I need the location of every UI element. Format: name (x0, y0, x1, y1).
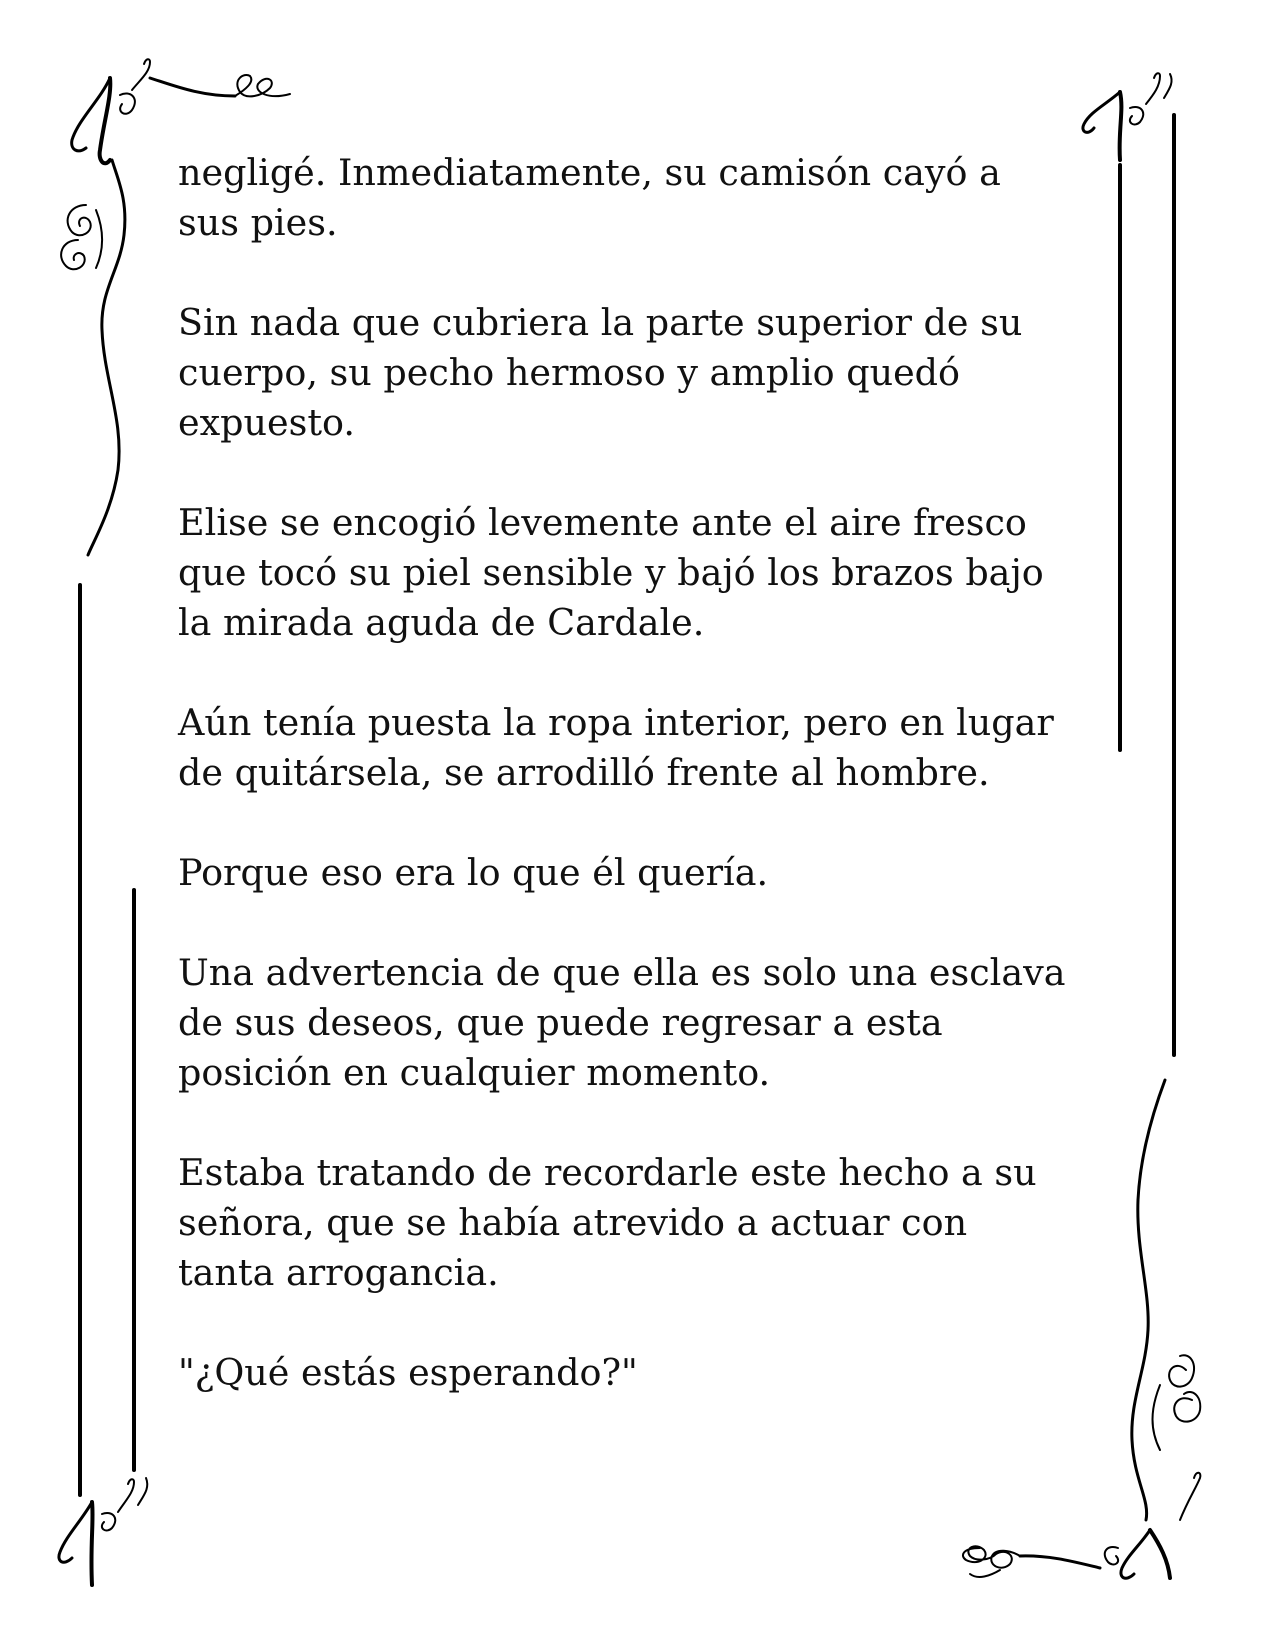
top-right-flourish-icon (1083, 73, 1172, 160)
paragraph: Elise se encogió levemente ante el aire fresco que tocó su piel sensible y bajó los brazos bajo la mirada aguda de Cardale. (178, 501, 1044, 644)
page-text (178, 148, 1108, 1398)
bottom-left-flourish-icon (59, 1478, 147, 1585)
paragraph: Porque eso era lo que él quería. (178, 851, 769, 894)
paragraph: negligé. Inmediatamente, su camisón cayó a sus pies. (178, 151, 1001, 244)
paragraph: Una advertencia de que ella es solo una esclava de sus deseos, que puede regresar a esta posición en cualquier momento. (178, 951, 1066, 1094)
paragraph: "¿Qué estás esperando?" (178, 1351, 638, 1394)
paragraph: Estaba tratando de recordarle este hecho a su señora, que se había atrevido a actuar con tanta arrogancia. (178, 1151, 1037, 1294)
paragraph: Aún tenía puesta la ropa interior, pero en lugar de quitársela, se arrodilló frente al hombre. (178, 701, 1054, 794)
paragraph: Sin nada que cubriera la parte superior de su cuerpo, su pecho hermoso y amplio quedó expuesto. (178, 301, 1023, 444)
